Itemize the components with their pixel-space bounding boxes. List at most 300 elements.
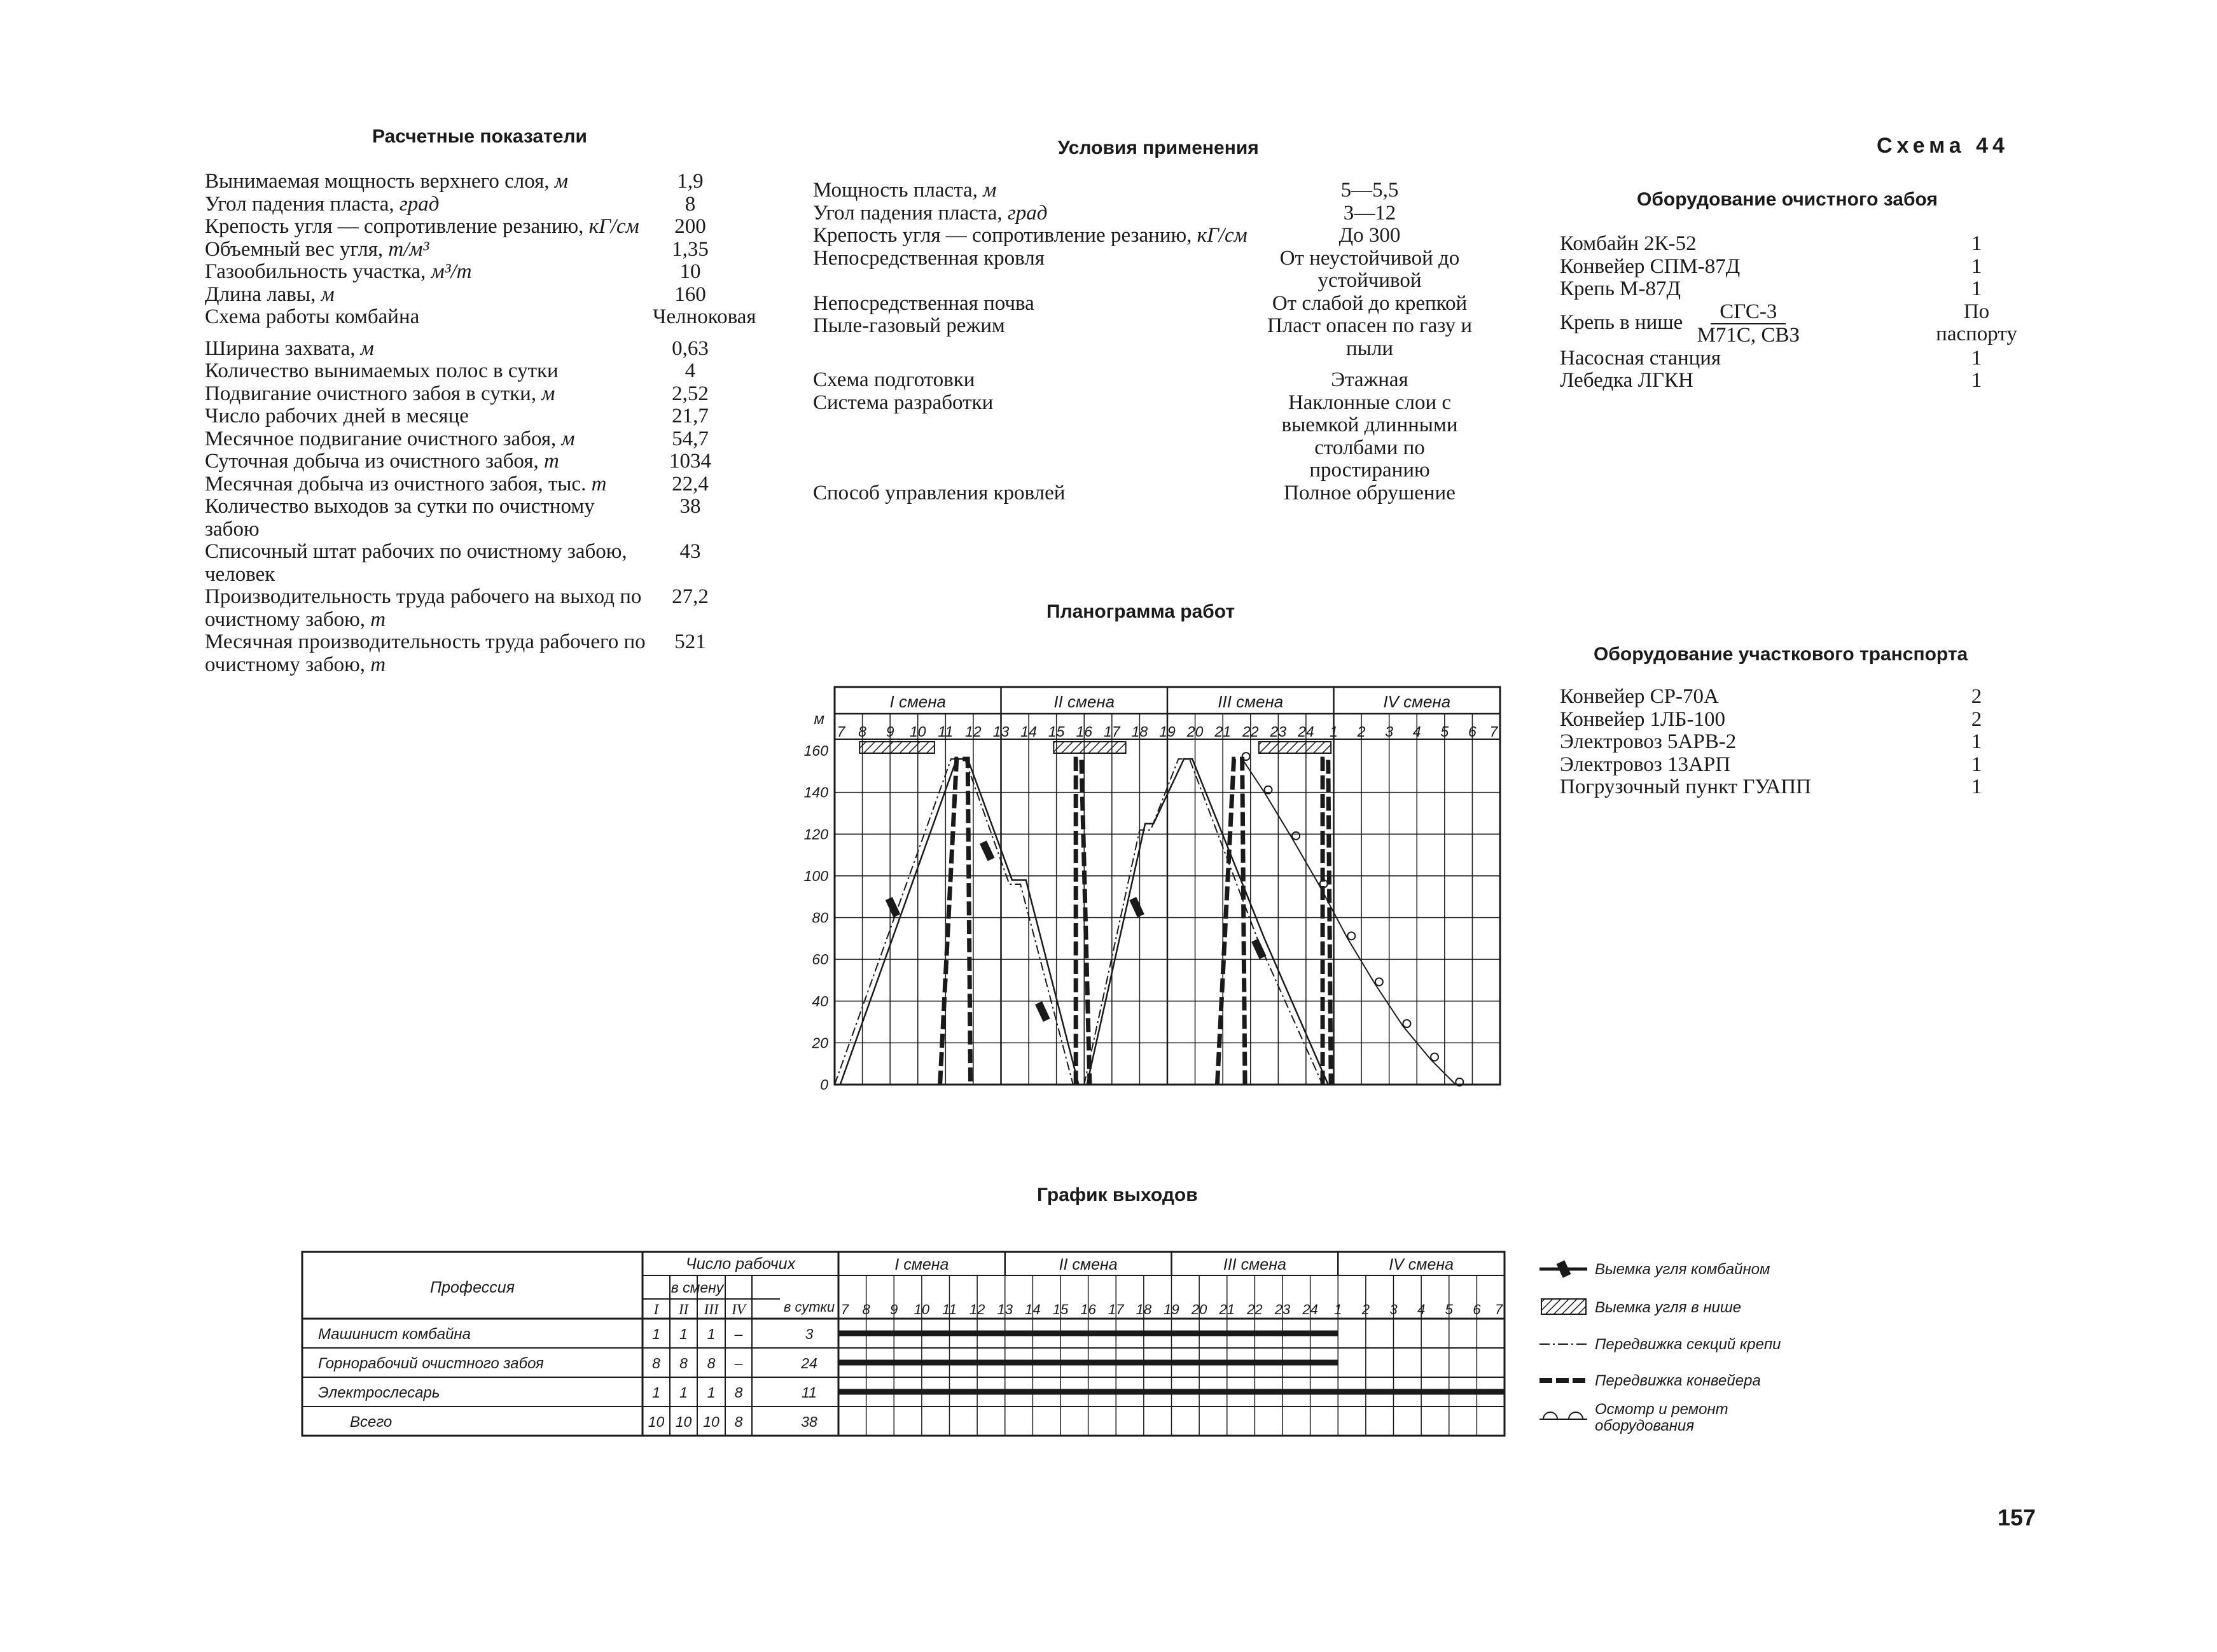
row-label	[205, 261, 653, 284]
inspection-icon	[1539, 1412, 1587, 1419]
hour-label: 18	[1131, 723, 1148, 740]
row-label	[205, 405, 653, 428]
niche-hatch-bar	[1053, 742, 1125, 753]
row-label	[205, 450, 653, 473]
row-value: 1	[1971, 277, 1982, 300]
per-day-header: в сутки	[783, 1299, 835, 1315]
niche-hatch-bar	[859, 742, 935, 753]
row-label	[205, 631, 653, 676]
row-label	[205, 306, 653, 329]
list-row	[205, 586, 728, 631]
shift-count: 8	[734, 1384, 743, 1401]
row-value: 1	[1971, 346, 1982, 370]
face-equipment-title: Оборудование очистного забоя	[1637, 189, 1938, 210]
shift-label: III смена	[1223, 1256, 1286, 1274]
hour-label: 21	[1214, 723, 1231, 740]
row-unit: м	[983, 179, 997, 202]
row-label-text: Крепость угля — сопротивление резанию,	[813, 224, 1192, 247]
planogram-chart	[789, 674, 1508, 1094]
list-row	[205, 541, 728, 586]
attendance-chart	[299, 1250, 1520, 1479]
row-value: 38	[679, 495, 701, 518]
row-unit: т	[543, 450, 559, 473]
row-label-text: Крепь в нише	[1560, 310, 1683, 334]
hour-label: 10	[914, 1301, 930, 1317]
row-label	[1560, 233, 1935, 256]
hour-label: 17	[1108, 1301, 1124, 1317]
row-label	[205, 586, 653, 631]
row-value: 1034	[669, 450, 711, 473]
conveyor-move-line	[1323, 759, 1331, 1085]
row-label-text: Схема подготовки	[813, 368, 975, 391]
list-row	[1560, 686, 2018, 709]
row-value: 4	[685, 359, 696, 382]
list-row	[813, 225, 1487, 247]
list-row	[813, 315, 1487, 360]
list-row	[813, 293, 1487, 316]
row-label	[205, 284, 653, 307]
row-value: 160	[674, 282, 706, 306]
fraction-top: СГС-3	[1711, 301, 1786, 325]
list-row	[1560, 278, 2018, 301]
row-label-text: Угол падения пласта,	[205, 192, 394, 216]
row-label-text: Крепь М-87Д	[1560, 277, 1681, 300]
page-number: 157	[1998, 1504, 2036, 1531]
list-row	[205, 496, 728, 541]
hour-label: 2	[1357, 723, 1366, 740]
legend	[1536, 1250, 1867, 1454]
shift-count: 10	[703, 1413, 719, 1430]
hour-label: 15	[1048, 723, 1065, 740]
list-row	[1560, 256, 2018, 279]
shift-label: IV смена	[1389, 1256, 1454, 1274]
row-unit: м³/т	[431, 260, 472, 283]
workers-header: Число рабочих	[685, 1255, 796, 1273]
row-value: 1	[1971, 753, 1982, 776]
row-unit: м	[541, 382, 555, 405]
row-label-text: Производительность труда рабочего на выход по очистному забою,	[205, 585, 642, 631]
list-row	[813, 369, 1487, 392]
row-label	[205, 428, 653, 451]
row-value: Челноковая	[653, 305, 756, 328]
legend-label: Выемка угля в нише	[1595, 1299, 1742, 1316]
row-label-text: Ширина захвата,	[205, 337, 356, 360]
shift-count: 1	[652, 1384, 660, 1401]
row-label-text: Мощность пласта,	[813, 179, 978, 202]
y-tick-label: 140	[803, 784, 828, 801]
hour-label: 23	[1270, 723, 1287, 740]
row-label	[205, 170, 653, 193]
attendance-title: График выходов	[1037, 1184, 1198, 1205]
row-label-text: Месячная добыча из очистного забоя, тыс.	[205, 472, 587, 496]
shift-count: 10	[675, 1413, 692, 1430]
row-label-text: Суточная добыча из очистного забоя,	[205, 450, 539, 473]
row-label	[1560, 370, 1935, 392]
hour-label: 23	[1274, 1301, 1291, 1317]
face-equipment-list	[1560, 233, 2018, 392]
hour-label: 14	[1025, 1301, 1041, 1317]
row-label-text: Объемный вес угля,	[205, 237, 384, 261]
hour-label: 20	[1186, 723, 1204, 740]
hour-label: 19	[1159, 723, 1176, 740]
y-tick-label: 0	[820, 1076, 828, 1093]
hour-label: 5	[1440, 723, 1449, 740]
row-label-text: Конвейер СР-70А	[1560, 685, 1719, 708]
row-label	[813, 225, 1252, 247]
row-unit: т	[591, 472, 607, 496]
inspection-marker	[1403, 1020, 1410, 1027]
row-unit: кГ/см	[588, 215, 639, 238]
row-label	[1560, 776, 1935, 799]
row-label	[205, 496, 653, 541]
row-label-text: Схема работы комбайна	[205, 305, 420, 328]
row-unit: м	[360, 337, 374, 360]
shift-count: –	[734, 1355, 743, 1371]
profession-name: Электрослесарь	[318, 1384, 440, 1401]
hour-label: 22	[1247, 1301, 1263, 1317]
combine-marker	[980, 840, 995, 861]
row-value: Пласт опасен по газу и пыли	[1267, 314, 1473, 360]
inspection-marker	[1375, 978, 1383, 986]
y-tick-label: 40	[812, 992, 828, 1010]
list-row	[205, 284, 728, 307]
row-label	[205, 338, 653, 361]
list-row	[813, 247, 1487, 293]
list-row	[1560, 370, 2018, 392]
row-unit: т	[370, 607, 386, 631]
row-label-text: Угол падения пласта,	[813, 201, 1003, 225]
row-label	[205, 473, 653, 496]
hour-label: 6	[1468, 723, 1477, 740]
per-shift-header: в смену	[671, 1279, 724, 1296]
hour-label: 7	[1489, 723, 1498, 740]
niche-hatch-icon	[1541, 1299, 1586, 1314]
row-value: 43	[679, 540, 701, 563]
profession-name: Машинист комбайна	[318, 1326, 471, 1343]
row-label-text: Электровоз 13АРП	[1560, 753, 1731, 776]
row-label-text: Длина лавы,	[205, 282, 316, 306]
row-label-text: Конвейер СПМ-87Д	[1560, 254, 1741, 278]
combine-marker	[1035, 1001, 1050, 1022]
shift-count: 1	[707, 1384, 716, 1401]
row-label-text: Месячное подвигание очистного забоя,	[205, 427, 557, 450]
row-label	[813, 202, 1252, 225]
row-label-text: Вынимаемая мощность верхнего слоя,	[205, 170, 550, 193]
row-value: 1	[1971, 254, 1982, 278]
hour-label: 19	[1164, 1301, 1179, 1317]
y-tick-label: 60	[812, 951, 828, 968]
row-label	[1560, 278, 1935, 301]
legend-label: Передвижка секций крепи	[1595, 1336, 1781, 1353]
list-row	[205, 405, 728, 428]
row-label-text: Списочный штат рабочих по очистному забою, человек	[205, 540, 627, 586]
list-row	[1560, 233, 2018, 256]
legend-label: Передвижка конвейера	[1595, 1372, 1761, 1389]
hour-label: 12	[969, 1301, 985, 1317]
list-row	[813, 202, 1487, 225]
row-label	[1560, 731, 1935, 754]
inspection-marker	[1431, 1053, 1438, 1061]
hour-label: 8	[858, 723, 866, 740]
conditions-title: Условия применения	[1058, 137, 1259, 158]
row-value: 1	[1971, 730, 1982, 753]
row-label	[1560, 256, 1935, 279]
row-unit: т	[370, 653, 386, 676]
shift-number: I	[653, 1301, 659, 1317]
list-row	[205, 305, 756, 329]
row-label-text: Пыле-газовый режим	[813, 314, 1005, 337]
transport-equipment-title: Оборудование участкового транспорта	[1594, 644, 1968, 665]
planogram-title: Планограмма работ	[1046, 601, 1235, 622]
y-tick-label: 160	[803, 742, 828, 759]
hour-label: 11	[938, 723, 954, 740]
hour-label: 7	[837, 723, 845, 740]
combine-marker	[886, 897, 901, 917]
shift-count: –	[734, 1326, 743, 1342]
row-label-text: Система разработки	[813, 391, 994, 414]
row-unit: град	[399, 192, 440, 216]
row-label	[205, 541, 653, 586]
inspection-marker	[1242, 753, 1250, 760]
row-value: 2,52	[672, 382, 709, 405]
shift-count: 8	[679, 1355, 688, 1371]
shift-count: 1	[679, 1384, 688, 1401]
row-value: 2	[1971, 685, 1982, 708]
hour-label: 6	[1473, 1301, 1481, 1317]
row-label	[1560, 686, 1935, 709]
list-row	[205, 170, 728, 193]
inspection-marker	[1292, 832, 1300, 840]
hour-label: 15	[1052, 1301, 1069, 1317]
list-row	[1560, 731, 2018, 754]
hour-label: 16	[1076, 723, 1093, 740]
row-label-text: Газообильность участка,	[205, 260, 426, 283]
row-label	[205, 383, 653, 406]
row-value: 5—5,5	[1340, 179, 1399, 202]
row-label	[813, 315, 1252, 338]
hour-label: 17	[1104, 723, 1120, 740]
row-label-text: Способ управления кровлей	[813, 481, 1066, 504]
conditions-list	[813, 179, 1487, 504]
row-unit: т/м³	[388, 237, 429, 261]
row-value: 21,7	[672, 405, 709, 427]
row-label	[813, 392, 1252, 415]
hour-label: 20	[1191, 1301, 1207, 1317]
hour-label: 16	[1080, 1301, 1096, 1317]
row-value: 521	[674, 630, 706, 653]
shift-label: I смена	[889, 692, 946, 711]
hour-label: 2	[1361, 1301, 1370, 1317]
shift-count: 1	[679, 1326, 688, 1342]
list-row	[1560, 301, 2018, 347]
combine-marker	[1129, 897, 1144, 917]
hour-label: 8	[862, 1301, 870, 1317]
row-value: 3—12	[1343, 201, 1396, 225]
hour-label: 24	[1298, 723, 1314, 740]
hour-label: 9	[886, 723, 894, 740]
y-tick-label: 120	[803, 826, 828, 843]
row-label-text: Лебедка ЛГКН	[1560, 369, 1693, 392]
unit-label: м	[814, 711, 824, 728]
list-row	[205, 450, 728, 473]
row-value: 54,7	[672, 427, 709, 450]
shift-count: 1	[707, 1326, 716, 1342]
hour-label: 13	[997, 1301, 1013, 1317]
calc-title: Расчетные показатели	[372, 126, 587, 147]
shift-label: II смена	[1053, 692, 1115, 711]
niche-hatch-bar	[1259, 742, 1331, 753]
row-value: 1	[1971, 775, 1982, 798]
hour-label: 5	[1445, 1301, 1453, 1317]
row-label-text: Конвейер 1ЛБ-100	[1560, 707, 1725, 731]
y-tick-label: 100	[803, 867, 828, 884]
list-row	[205, 383, 728, 406]
row-value: Этажная	[1331, 368, 1408, 391]
hour-label: 9	[890, 1301, 898, 1317]
row-label-text: Крепость угля — сопротивление резанию,	[205, 215, 584, 238]
hour-label: 7	[1494, 1301, 1503, 1317]
list-row	[1560, 754, 2018, 777]
row-label	[1560, 754, 1935, 777]
row-value: 10	[679, 260, 701, 283]
combine-cut-icon	[1539, 1260, 1587, 1278]
hour-label: 18	[1136, 1301, 1152, 1317]
row-value: 27,2	[672, 585, 709, 608]
list-row	[205, 428, 728, 451]
row-label	[205, 216, 653, 239]
row-value: 1	[1971, 232, 1982, 255]
hour-label: 12	[965, 723, 982, 740]
row-label-text: Подвигание очистного забоя в сутки,	[205, 382, 537, 405]
scheme-label: Схема 44	[1877, 134, 2009, 158]
shift-label: IV смена	[1383, 692, 1451, 711]
row-label	[813, 482, 1252, 505]
support-move-line	[835, 759, 1323, 1085]
list-row	[205, 631, 728, 676]
row-label	[813, 247, 1252, 270]
y-tick-label: 20	[812, 1034, 828, 1052]
hour-label: 4	[1412, 723, 1421, 740]
row-value: 2	[1971, 707, 1982, 731]
shift-number: II	[678, 1301, 689, 1317]
shift-label: I смена	[894, 1256, 949, 1274]
row-label-text: Погрузочный пункт ГУАПП	[1560, 775, 1811, 798]
hour-label: 3	[1389, 1301, 1398, 1317]
list-row	[1560, 709, 2018, 732]
row-value: 1	[1971, 369, 1982, 392]
legend-label: Осмотр и ремонт оборудования	[1595, 1401, 1728, 1434]
hour-label: 24	[1302, 1301, 1318, 1317]
row-unit: м	[561, 427, 575, 450]
row-label	[813, 293, 1252, 316]
shift-count: 8	[707, 1355, 716, 1371]
transport-equipment-list	[1560, 686, 2018, 799]
row-label-text: Количество выходов за сутки по очистному забою	[205, 495, 595, 541]
row-value: От слабой до крепкой	[1272, 291, 1468, 315]
row-label-text: Насосная станция	[1560, 346, 1721, 370]
row-label	[1560, 709, 1935, 732]
hour-label: 7	[840, 1301, 849, 1317]
list-row	[205, 239, 728, 261]
row-unit: кГ/см	[1197, 224, 1247, 247]
shift-number: III	[704, 1301, 719, 1317]
list-row	[813, 482, 1487, 505]
hour-label: 4	[1417, 1301, 1426, 1317]
hour-label: 1	[1334, 1301, 1342, 1317]
fraction	[1688, 301, 1809, 347]
hour-label: 11	[942, 1301, 957, 1317]
row-label-text: Электровоз 5АРВ-2	[1560, 730, 1737, 753]
row-label-text: Месячная производительность труда рабочего по очистному забою,	[205, 630, 646, 676]
day-count: 24	[801, 1355, 817, 1371]
shift-label: III смена	[1218, 692, 1284, 711]
row-label-text: Непосредственная кровля	[813, 246, 1045, 270]
shift-count: 1	[652, 1326, 660, 1342]
inspection-marker	[1347, 932, 1355, 940]
hour-label: 21	[1219, 1301, 1235, 1317]
row-value: 1,35	[672, 237, 709, 261]
calc-indicators-list	[205, 170, 756, 676]
row-label	[813, 179, 1252, 202]
list-row	[205, 216, 728, 239]
hour-label: 1	[1330, 723, 1338, 740]
hour-label: 13	[992, 723, 1010, 740]
row-label	[1560, 347, 1935, 370]
list-row	[205, 360, 728, 383]
inspection-line	[1242, 759, 1456, 1085]
row-value: Полное обрушение	[1284, 481, 1456, 504]
list-row	[813, 179, 1487, 202]
day-count: 11	[802, 1384, 817, 1401]
row-label-text: Количество вынимаемых полос в сутки	[205, 359, 559, 382]
shift-count: 10	[648, 1413, 665, 1430]
shift-count: 8	[734, 1413, 743, 1430]
row-label	[1560, 301, 1935, 347]
row-value: 8	[685, 192, 696, 216]
shift-label: II смена	[1059, 1256, 1118, 1274]
row-unit: м	[554, 170, 568, 193]
shift-number: IV	[732, 1301, 746, 1317]
row-value: 1,9	[677, 170, 704, 193]
row-value: По паспорту	[1936, 300, 2017, 345]
list-row	[205, 473, 728, 496]
row-unit: град	[1007, 201, 1048, 225]
row-label	[205, 239, 653, 261]
row-value: 200	[674, 215, 706, 238]
list-row	[205, 338, 728, 361]
row-label	[205, 193, 653, 216]
hour-label: 14	[1020, 723, 1037, 740]
fraction-bottom: М71С, СВЗ	[1697, 324, 1800, 347]
row-label-text: Непосредственная почва	[813, 291, 1034, 315]
row-unit: м	[321, 282, 335, 306]
list-row	[1560, 347, 2018, 370]
list-row	[1560, 776, 2018, 799]
day-count: 38	[801, 1413, 817, 1430]
shift-count: 8	[652, 1355, 660, 1371]
list-row	[205, 193, 728, 216]
combine-marker	[1251, 939, 1267, 959]
row-value: От неустойчивой до устойчивой	[1279, 246, 1460, 292]
y-tick-label: 80	[812, 909, 828, 926]
hour-label: 22	[1242, 723, 1259, 740]
profession-name: Горнорабочий очистного забоя	[318, 1355, 544, 1372]
profession-header: Профессия	[430, 1279, 515, 1296]
legend-label: Выемка угля комбайном	[1595, 1261, 1770, 1278]
day-count: 3	[805, 1326, 814, 1342]
conveyor-move-line	[1076, 759, 1090, 1085]
row-value: 22,4	[672, 472, 709, 496]
